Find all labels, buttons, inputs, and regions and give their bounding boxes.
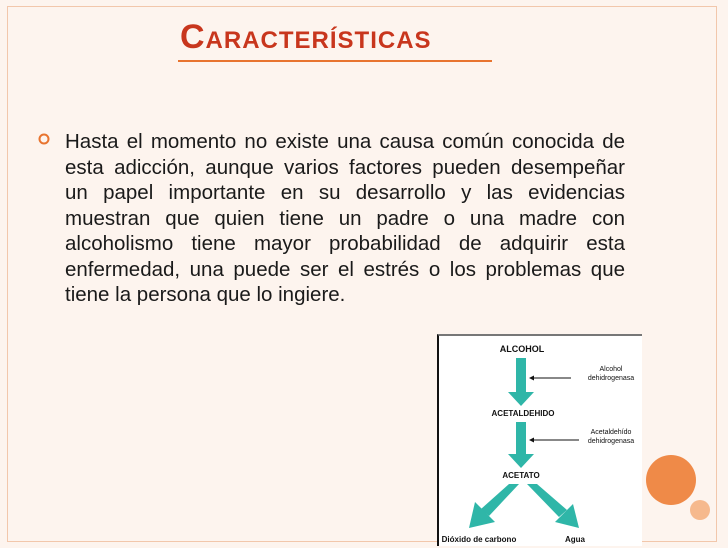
diagram-agua-label: Agua [565,535,585,544]
arrow-down-1 [508,358,534,406]
decorative-circle-small [690,500,710,520]
diagram-enzyme2-line1: Acetaldehído [590,429,632,436]
diagram-acetato-label: ACETATO [502,471,540,480]
decorative-circle-large [646,455,696,505]
arrow-down-2 [508,422,534,468]
arrow-split-right [527,484,579,528]
arrow-split-left [469,484,519,528]
diagram-acetaldehido-label: ACETALDEHIDO [491,409,555,418]
title-underline [178,60,492,62]
metabolism-diagram-svg [439,336,644,548]
diagram-enzyme1-line2: dehidrogenasa [587,375,635,382]
metabolism-diagram [437,334,642,546]
bullet-text: Hasta el momento no existe una causa común conocida de esta adicción, aunque varios factores pueden desempeñar un papel importante en su desarrollo y las evidencias muestran que quien tiene un padre o una madre con alcoholismo tiene mayor probabilidad de adquirir esta enfermedad, una puede ser el estrés o los problemas que tiene la persona que lo ingiere. [65,130,625,306]
diagram-enzyme1-line1: Alcohol [599,366,623,373]
slide-title: Características [180,18,432,56]
bullet-icon [38,133,50,145]
diagram-alcohol-label: ALCOHOL [499,344,545,354]
diagram-enzyme2-line2: dehidrogenasa [587,438,635,445]
diagram-dioxido-label: Dióxido de carbono [441,535,517,544]
